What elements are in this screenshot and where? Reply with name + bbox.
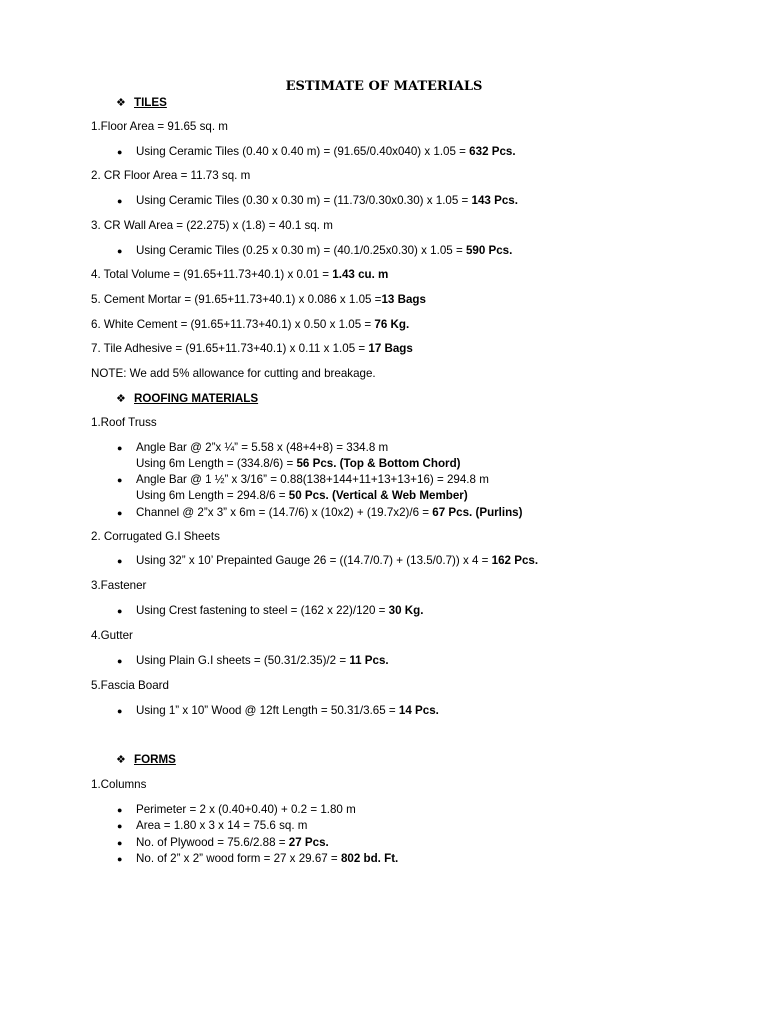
section-label: TILES (134, 96, 167, 109)
calc-result: 632 Pcs. (469, 145, 516, 158)
bullet-icon: ● (117, 196, 123, 206)
roofing-fascia-calc (136, 704, 439, 717)
diamond-bullet-icon: ❖ (116, 97, 126, 109)
section-label: ROOFING MATERIALS (134, 392, 259, 405)
calc-result: 11 Pcs. (349, 654, 389, 667)
section-label: FORMS (134, 753, 176, 766)
calc-text: Using 32” x 10’ Prepainted Gauge 26 = ((14.7/0.7) + (13.5/0.7)) x 4 = (136, 554, 492, 567)
bullet-icon: ● (117, 838, 123, 848)
bullet-icon: ● (117, 556, 123, 566)
forms-wood-form (136, 852, 398, 865)
calc-text: Using Crest fastening to steel = (162 x 22)/120 = (136, 604, 389, 617)
calc-result: 76 Kg. (374, 318, 410, 331)
roofing-gutter: 4.Gutter (91, 629, 133, 642)
calc-text: 7. Tile Adhesive = (91.65+11.73+40.1) x 0.11 x 1.05 = (91, 342, 369, 355)
tiles-cr-wall-calc (136, 244, 512, 257)
roofing-angle-bar-1-length (136, 457, 461, 470)
tiles-cement-mortar (91, 293, 426, 306)
roofing-gutter-calc (136, 654, 389, 667)
calc-result: 1.43 cu. m (332, 268, 389, 281)
tiles-cr-floor-calc (136, 194, 518, 207)
roofing-roof-truss: 1.Roof Truss (91, 416, 157, 429)
bullet-icon: ● (117, 147, 123, 157)
bullet-icon: ● (117, 246, 123, 256)
calc-text: Using 1” x 10” Wood @ 12ft Length = 50.31/3.65 = (136, 704, 399, 717)
calc-result: 162 Pcs. (491, 554, 539, 567)
calc-text: Using 6m Length = (334.8/6) = (136, 457, 297, 470)
tiles-white-cement (91, 318, 409, 331)
calc-text: 4. Total Volume = (91.65+11.73+40.1) x 0.01 = (91, 268, 333, 281)
tiles-floor-calc (136, 145, 516, 158)
calc-result: 143 Pcs. (471, 194, 518, 207)
roofing-fastener: 3.Fastener (91, 579, 147, 592)
calc-text: Using Ceramic Tiles (0.40 x 0.40 m) = (91.65/0.40x040) x 1.05 = (136, 145, 470, 158)
section-heading-forms (116, 753, 176, 766)
bullet-icon: ● (117, 821, 123, 831)
bullet-icon: ● (117, 656, 123, 666)
roofing-gi-sheets-calc (136, 554, 538, 567)
calc-result: 67 Pcs. (Purlins) (432, 506, 523, 519)
tiles-adhesive (91, 342, 413, 355)
bullet-icon: ● (117, 805, 123, 815)
forms-plywood (136, 836, 329, 849)
calc-result: 30 Kg. (388, 604, 424, 617)
calc-text: 5. Cement Mortar = (91.65+11.73+40.1) x 0.086 x 1.05 = (91, 293, 382, 306)
calc-text: Channel @ 2”x 3” x 6m = (14.7/6) x (10x2) + (19.7x2)/6 = (136, 506, 433, 519)
roofing-channel (136, 506, 523, 519)
calc-result: 27 Pcs. (288, 836, 329, 849)
bullet-icon: ● (117, 606, 123, 616)
calc-result: 13 Bags (381, 293, 426, 306)
diamond-bullet-icon: ❖ (116, 393, 126, 405)
calc-result: 590 Pcs. (465, 244, 513, 257)
calc-text: 6. White Cement = (91.65+11.73+40.1) x 0.50 x 1.05 = (91, 318, 375, 331)
forms-perimeter: Perimeter = 2 x (0.40+0.40) + 0.2 = 1.80 m (136, 803, 356, 816)
calc-result: 802 bd. Ft. (340, 852, 399, 865)
roofing-fascia-board: 5.Fascia Board (91, 679, 169, 692)
bullet-icon: ● (117, 854, 123, 864)
section-heading-tiles (116, 96, 167, 109)
tiles-cr-floor-area: 2. CR Floor Area = 11.73 sq. m (91, 169, 251, 182)
roofing-angle-bar-2: Angle Bar @ 1 ½” x 3/16” = 0.88(138+144+11+13+13+16) = 294.8 m (136, 473, 489, 486)
roofing-gi-sheets: 2. Corrugated G.I Sheets (91, 530, 220, 543)
calc-result: 14 Pcs. (398, 704, 439, 717)
calc-text: No. of 2” x 2” wood form = 27 x 29.67 = (136, 852, 341, 865)
tiles-cr-wall-area: 3. CR Wall Area = (22.275) x (1.8) = 40.1 sq. m (91, 219, 333, 232)
bullet-icon: ● (117, 443, 123, 453)
calc-text: Using Plain G.I sheets = (50.31/2.35)/2 = (136, 654, 350, 667)
calc-text: Using Ceramic Tiles (0.30 x 0.30 m) = (11.73/0.30x0.30) x 1.05 = (136, 194, 472, 207)
calc-text: Using Ceramic Tiles (0.25 x 0.30 m) = (40.1/0.25x0.30) x 1.05 = (136, 244, 466, 257)
roofing-angle-bar-1: Angle Bar @ 2”x ¼” = 5.58 x (48+4+8) = 334.8 m (136, 441, 389, 454)
calc-result: 56 Pcs. (Top & Bottom Chord) (296, 457, 461, 470)
roofing-angle-bar-2-length (136, 489, 468, 502)
calc-text: No. of Plywood = 75.6/2.88 = (136, 836, 289, 849)
forms-area: Area = 1.80 x 3 x 14 = 75.6 sq. m (136, 819, 308, 832)
tiles-note: NOTE: We add 5% allowance for cutting and breakage. (91, 367, 376, 380)
calc-result: 50 Pcs. (Vertical & Web Member) (288, 489, 468, 502)
bullet-icon: ● (117, 508, 123, 518)
tiles-total-volume (91, 268, 388, 281)
forms-columns: 1.Columns (91, 778, 147, 791)
section-heading-roofing (116, 392, 258, 405)
page-title: ESTIMATE OF MATERIALS (285, 79, 483, 94)
calc-text: Using 6m Length = 294.8/6 = (136, 489, 289, 502)
bullet-icon: ● (117, 706, 123, 716)
roofing-fastener-calc (136, 604, 423, 617)
tiles-floor-area: 1.Floor Area = 91.65 sq. m (91, 120, 228, 133)
diamond-bullet-icon: ❖ (116, 754, 126, 766)
bullet-icon: ● (117, 475, 123, 485)
calc-result: 17 Bags (368, 342, 413, 355)
